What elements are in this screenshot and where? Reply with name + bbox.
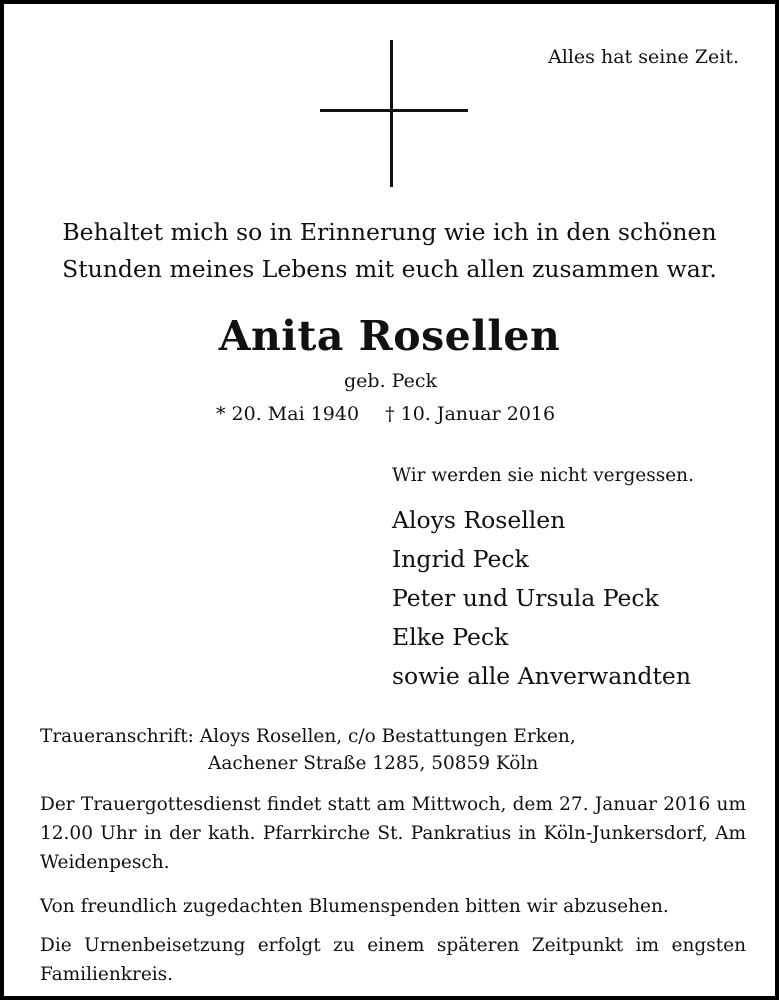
closing-line: Wir werden sie nicht vergessen. — [392, 465, 694, 486]
death-date: † 10. Januar 2016 — [385, 403, 556, 425]
memorial-verse — [24, 214, 755, 288]
mourner-name: Aloys Rosellen — [392, 506, 566, 534]
verse-line: Stunden meines Lebens mit euch allen zusammen war. — [62, 255, 717, 283]
mourning-address — [40, 723, 576, 777]
urn-burial-note: Die Urnenbeisetzung erfolgt zu einem späteren Zeitpunkt im engsten Familienkreis. — [40, 935, 746, 985]
life-dates — [216, 403, 555, 425]
mourner-name: Elke Peck — [392, 623, 509, 651]
mourner-name: Peter und Ursula Peck — [392, 584, 659, 612]
motto: Alles hat seine Zeit. — [548, 46, 739, 68]
mourner-name: Ingrid Peck — [392, 545, 529, 573]
deceased-name: Anita Rosellen — [218, 312, 561, 360]
service-info: Der Trauergottesdienst findet statt am Mittwoch, dem 27. Januar 2016 um 12.00 Uhr in der kath. Pfarrkirche St. Pankratius in Köln-Junkersdorf, Am Weidenpesch. — [40, 794, 746, 873]
address-line: Aachener Straße 1285, 50859 Köln — [208, 753, 539, 774]
verse-line: Behaltet mich so in Erinnerung wie ich in den schönen — [62, 218, 717, 246]
flowers-note: Von freundlich zugedachten Blumenspenden bitten wir abzusehen. — [40, 896, 669, 917]
birth-name: geb. Peck — [344, 370, 437, 392]
cross-vertical-bar — [390, 40, 393, 187]
address-line: Traueranschrift: Aloys Rosellen, c/o Bestattungen Erken, — [40, 726, 576, 747]
mourner-name: sowie alle Anverwandten — [392, 662, 691, 690]
cross-horizontal-bar — [320, 109, 468, 112]
mourners-list — [392, 501, 691, 696]
birth-date: * 20. Mai 1940 — [216, 403, 360, 425]
